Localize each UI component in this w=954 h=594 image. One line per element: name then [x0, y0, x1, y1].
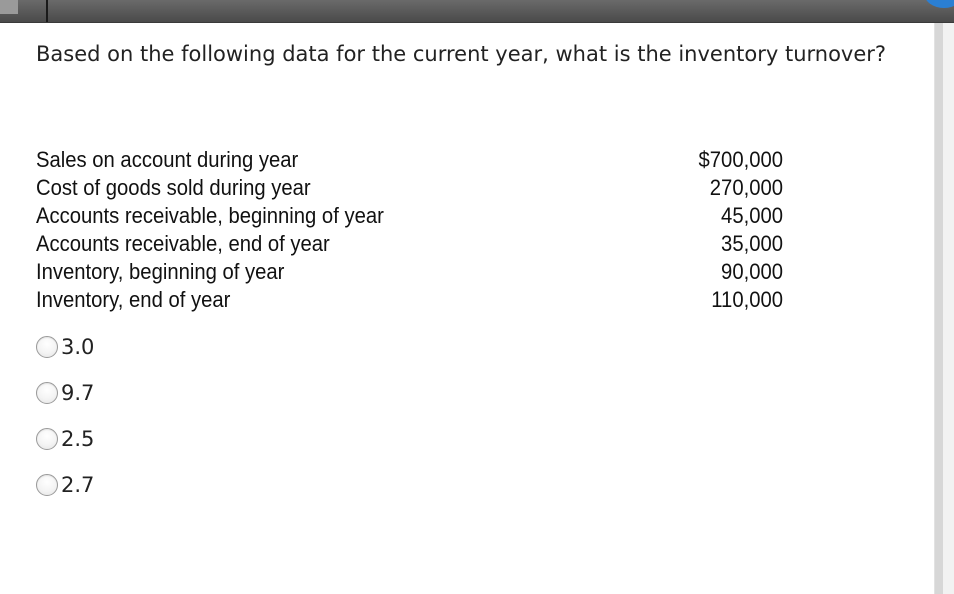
answer-option[interactable]	[36, 370, 94, 416]
option-label[interactable]: 2.7	[61, 473, 95, 497]
row-value: 110,000	[711, 287, 783, 312]
table-row	[36, 146, 783, 174]
table-row	[36, 174, 783, 202]
radio-button[interactable]	[36, 382, 58, 404]
radio-button[interactable]	[36, 428, 58, 450]
toolbar-tab[interactable]	[0, 0, 18, 14]
row-label: Cost of goods sold during year	[36, 175, 311, 200]
scrollbar-thumb[interactable]	[935, 23, 943, 594]
row-label: Inventory, end of year	[36, 287, 231, 312]
table-row	[36, 230, 783, 258]
data-table	[36, 146, 783, 314]
table-row	[36, 202, 783, 230]
top-toolbar	[0, 0, 954, 23]
option-label[interactable]: 9.7	[61, 381, 95, 405]
row-value: 270,000	[709, 175, 783, 200]
row-label: Inventory, beginning of year	[36, 259, 285, 284]
row-value: 45,000	[721, 203, 783, 228]
toolbar-divider	[46, 0, 48, 22]
row-label: Accounts receivable, end of year	[36, 231, 330, 256]
toolbar-accent-button[interactable]	[924, 0, 954, 8]
answer-options	[36, 324, 94, 508]
answer-option[interactable]	[36, 416, 94, 462]
row-value: 35,000	[721, 231, 783, 256]
radio-button[interactable]	[36, 336, 58, 358]
row-value: $700,000	[698, 147, 783, 172]
answer-option[interactable]	[36, 462, 94, 508]
answer-option[interactable]	[36, 324, 94, 370]
row-label: Sales on account during year	[36, 147, 299, 172]
option-label[interactable]: 2.5	[61, 427, 95, 451]
question-text: Based on the following data for the current year, what is the inventory turnover?	[36, 42, 887, 66]
option-label[interactable]: 3.0	[61, 335, 95, 359]
radio-button[interactable]	[36, 474, 58, 496]
row-label: Accounts receivable, beginning of year	[36, 203, 384, 228]
row-value: 90,000	[721, 259, 783, 284]
table-row	[36, 258, 783, 286]
table-row	[36, 286, 783, 314]
